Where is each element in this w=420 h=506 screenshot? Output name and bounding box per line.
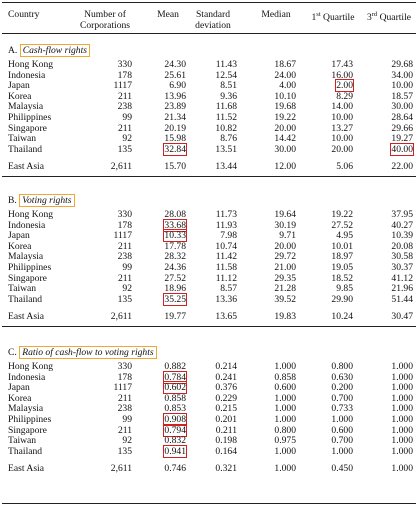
cell-third-quartile: [373, 145, 413, 156]
table-row: [0, 124, 420, 135]
cell-corporations: 92: [122, 435, 132, 447]
header-rule: [2, 33, 416, 34]
section-prefix: A.: [8, 45, 18, 56]
section-heading: [8, 44, 90, 57]
cell-std-deviation: 0.241: [215, 371, 237, 383]
cell-third-quartile: 1.000: [391, 392, 413, 404]
table-row: [0, 145, 420, 156]
cell-mean: 17.78: [164, 240, 186, 252]
cell-first-quartile: 9.85: [336, 283, 353, 295]
header-q3: 3rd Quartile: [366, 11, 412, 24]
cell-corporations: 92: [122, 133, 132, 145]
cell-corporations: 330: [117, 361, 132, 372]
header-number-line1: Number of: [84, 9, 126, 20]
cell-median: 9.71: [279, 230, 296, 242]
cell-median: 29.35: [274, 272, 296, 284]
table-row: [0, 60, 420, 71]
cell-median: 14.42: [274, 133, 296, 145]
table-row: [0, 71, 420, 82]
cell-median: 30.00: [274, 143, 296, 155]
cell-first-quartile: 4.95: [336, 230, 353, 242]
cell-corporations: 1117: [113, 80, 132, 92]
cell-median: 1.000: [274, 392, 296, 404]
cell-std-deviation: 12.54: [215, 69, 237, 81]
cell-mean: 0.746: [164, 463, 186, 475]
table-row: [0, 231, 420, 242]
cell-country: Malaysia: [8, 101, 44, 113]
table-row: [0, 447, 420, 458]
cell-third-quartile: 29.68: [391, 59, 413, 70]
cell-third-quartile: 41.12: [391, 272, 413, 284]
section-heading: [8, 194, 75, 207]
cell-third-quartile: 20.08: [391, 240, 413, 252]
cell-third-quartile: 30.37: [391, 262, 413, 273]
cell-corporations: 2,611: [110, 161, 132, 173]
cell-country: Thailand: [8, 143, 43, 155]
cell-country: Hong Kong: [8, 209, 54, 220]
cell-std-deviation: 11.68: [215, 101, 237, 113]
cell-corporations: 211: [117, 272, 132, 284]
cell-median: 4.00: [279, 80, 296, 92]
cell-first-quartile: 0.700: [331, 435, 353, 447]
cell-std-deviation: 8.51: [220, 80, 237, 92]
highlighted-value: 2.00: [336, 80, 353, 92]
cell-median: 24.00: [274, 69, 296, 81]
cell-corporations: 135: [117, 445, 132, 457]
cell-third-quartile: 19.27: [391, 133, 413, 145]
cell-mean: 15.98: [164, 133, 186, 145]
table-row: [0, 221, 420, 232]
cell-std-deviation: 0.198: [215, 435, 237, 447]
cell-third-quartile: 1.000: [391, 371, 413, 383]
cell-median: 12.00: [274, 161, 296, 173]
header-number-line2: Corporations: [79, 20, 131, 31]
section-heading: [8, 346, 157, 359]
cell-first-quartile: 14.00: [331, 101, 353, 113]
cell-median: 29.72: [274, 251, 296, 263]
cell-median: 18.67: [274, 59, 296, 70]
cell-std-deviation: 11.42: [215, 251, 237, 263]
cell-first-quartile: 0.600: [331, 424, 353, 436]
table-row: [0, 373, 420, 384]
table-row: [0, 436, 420, 447]
cell-first-quartile: 19.05: [331, 262, 353, 273]
cell-corporations: 99: [122, 112, 132, 123]
cell-std-deviation: 11.12: [215, 272, 237, 284]
cell-std-deviation: 10.82: [215, 122, 237, 134]
cell-first-quartile: 0.800: [331, 361, 353, 372]
summary-row: [0, 464, 420, 475]
cell-median: 30.19: [274, 219, 296, 231]
table-row: [0, 263, 420, 274]
cell-corporations: 1117: [113, 230, 132, 242]
cell-mean: 27.52: [164, 272, 186, 284]
cell-mean: 19.77: [164, 311, 186, 323]
cell-std-deviation: 0.376: [215, 382, 237, 394]
cell-corporations: 2,611: [110, 463, 132, 475]
highlighted-value: 40.00: [391, 143, 413, 155]
cell-corporations: 211: [117, 90, 132, 102]
cell-median: 21.28: [274, 283, 296, 295]
cell-corporations: 238: [117, 403, 132, 415]
table-row: [0, 92, 420, 103]
cell-country: Philippines: [8, 262, 52, 273]
table-row: [0, 404, 420, 415]
highlighted-value: 10.33: [164, 230, 186, 242]
cell-corporations: 211: [117, 122, 132, 134]
cell-third-quartile: 1.000: [391, 403, 413, 415]
cell-third-quartile: 28.64: [391, 112, 413, 123]
cell-median: 39.52: [274, 293, 296, 305]
cell-mean: 28.08: [164, 209, 186, 220]
cell-median: 1.000: [274, 463, 296, 475]
cell-mean: 18.96: [164, 283, 186, 295]
cell-third-quartile: 18.57: [391, 90, 413, 102]
cell-std-deviation: 13.36: [215, 293, 237, 305]
cell-country: Malaysia: [8, 403, 44, 415]
section-title: Ratio of cash-flow to voting rights: [19, 346, 156, 359]
cell-first-quartile: 0.630: [331, 371, 353, 383]
cell-country: East Asia: [8, 463, 44, 475]
cell-median: 0.600: [274, 382, 296, 394]
cell-corporations: 135: [117, 143, 132, 155]
cell-country: Indonesia: [8, 69, 46, 81]
cell-std-deviation: 0.214: [215, 361, 237, 372]
cell-std-deviation: 13.44: [215, 161, 237, 173]
table-row: [0, 102, 420, 113]
table-row: [0, 134, 420, 145]
cell-std-deviation: 0.215: [215, 403, 237, 415]
highlighted-value: 35.25: [164, 293, 186, 305]
cell-mean: 0.858: [164, 392, 186, 404]
cell-third-quartile: 29.66: [391, 122, 413, 134]
cell-country: Japan: [8, 382, 30, 394]
header-sd-line2: deviation: [195, 20, 231, 31]
cell-median: 19.22: [274, 112, 296, 123]
cell-corporations: 178: [117, 371, 132, 383]
cell-country: Japan: [8, 80, 30, 92]
cell-std-deviation: 11.58: [215, 262, 237, 273]
cell-first-quartile: 10.24: [331, 311, 353, 323]
cell-corporations: 92: [122, 283, 132, 295]
cell-third-quartile: 1.000: [391, 463, 413, 475]
cell-country: Singapore: [8, 122, 47, 134]
cell-third-quartile: 1.000: [391, 382, 413, 394]
cell-country: Taiwan: [8, 283, 37, 295]
cell-std-deviation: 13.51: [215, 143, 237, 155]
cell-first-quartile: 18.52: [331, 272, 353, 284]
highlighted-value: 0.784: [164, 371, 186, 383]
cell-median: 0.975: [274, 435, 296, 447]
cell-mean: 20.19: [164, 122, 186, 134]
cell-corporations: 330: [117, 59, 132, 70]
cell-median: 19.64: [274, 209, 296, 220]
section-divider: [2, 326, 416, 327]
cell-third-quartile: 10.39: [391, 230, 413, 242]
cell-corporations: 99: [122, 262, 132, 273]
table-row: [0, 210, 420, 221]
cell-corporations: 238: [117, 101, 132, 113]
cell-std-deviation: 0.211: [215, 424, 237, 436]
cell-first-quartile: 16.00: [331, 69, 353, 81]
cell-first-quartile: 0.733: [331, 403, 353, 415]
cell-third-quartile: 10.00: [391, 80, 413, 92]
cell-country: Taiwan: [8, 133, 37, 145]
cell-first-quartile: 27.52: [331, 219, 353, 231]
cell-std-deviation: 11.73: [215, 209, 237, 220]
cell-first-quartile: 10.00: [331, 133, 353, 145]
cell-third-quartile: 51.44: [391, 293, 413, 305]
cell-third-quartile: 30.47: [391, 311, 413, 323]
cell-country: Korea: [8, 240, 32, 252]
cell-median: 1.000: [274, 403, 296, 415]
cell-std-deviation: 10.74: [215, 240, 237, 252]
table-row: [0, 295, 420, 306]
table-row: [0, 81, 420, 92]
cell-country: Singapore: [8, 424, 47, 436]
cell-std-deviation: 11.43: [215, 59, 237, 70]
cell-country: Indonesia: [8, 371, 46, 383]
cell-median: 21.00: [274, 262, 296, 273]
table-row: [0, 362, 420, 373]
cell-country: Hong Kong: [8, 361, 54, 372]
cell-third-quartile: 30.58: [391, 251, 413, 263]
cell-mean: 13.96: [164, 90, 186, 102]
cell-third-quartile: 1.000: [391, 361, 413, 372]
cell-mean: [150, 415, 186, 426]
cell-third-quartile: 30.00: [391, 101, 413, 113]
cell-corporations: 330: [117, 209, 132, 220]
cell-mean: 24.30: [164, 59, 186, 70]
header-median: Median: [261, 9, 291, 20]
cell-std-deviation: 0.201: [215, 414, 237, 425]
header-country: Country: [8, 9, 40, 20]
highlighted-value: 32.84: [164, 143, 186, 155]
cell-country: Japan: [8, 230, 30, 242]
cell-std-deviation: 0.229: [215, 392, 237, 404]
header-mean: Mean: [157, 9, 179, 20]
cell-first-quartile: 1.000: [331, 414, 353, 425]
cell-median: 1.000: [274, 445, 296, 457]
cell-first-quartile: 17.43: [331, 59, 353, 70]
cell-first-quartile: 8.29: [336, 90, 353, 102]
cell-corporations: 211: [117, 240, 132, 252]
header-q1: 1st Quartile: [311, 11, 355, 24]
table-row: [0, 394, 420, 405]
cell-std-deviation: 11.93: [215, 219, 237, 231]
top-rule: [2, 2, 416, 3]
cell-country: Thailand: [8, 445, 43, 457]
table-row: [0, 426, 420, 437]
cell-country: Philippines: [8, 414, 52, 425]
cell-std-deviation: 0.164: [215, 445, 237, 457]
cell-mean: 25.61: [164, 69, 186, 81]
cell-first-quartile: 13.27: [331, 122, 353, 134]
cell-median: 10.10: [274, 90, 296, 102]
cell-corporations: 99: [122, 414, 132, 425]
cell-corporations: 238: [117, 251, 132, 263]
highlighted-value: 0.602: [164, 382, 186, 394]
section-prefix: C.: [8, 347, 17, 358]
cell-first-quartile: 20.00: [331, 143, 353, 155]
cell-median: 0.800: [274, 424, 296, 436]
cell-median: 20.00: [274, 240, 296, 252]
section-divider: [2, 176, 416, 177]
cell-mean: 0.832: [164, 435, 186, 447]
cell-third-quartile: 34.00: [391, 69, 413, 81]
cell-country: Indonesia: [8, 219, 46, 231]
section-title: Voting rights: [19, 194, 74, 207]
cell-first-quartile: 0.450: [331, 463, 353, 475]
cell-mean: 0.882: [164, 361, 186, 372]
cell-country: Malaysia: [8, 251, 44, 263]
cell-first-quartile: 0.200: [331, 382, 353, 394]
cell-corporations: 178: [117, 69, 132, 81]
cell-country: Thailand: [8, 293, 43, 305]
cell-mean: 6.90: [169, 80, 186, 92]
cell-third-quartile: 1.000: [391, 445, 413, 457]
highlighted-value: 0.794: [164, 424, 186, 436]
bottom-rule: [2, 503, 416, 504]
cell-country: Korea: [8, 392, 32, 404]
cell-first-quartile: 29.90: [331, 293, 353, 305]
cell-mean: [150, 295, 186, 306]
summary-row: [0, 312, 420, 323]
cell-mean: 23.89: [164, 101, 186, 113]
cell-country: East Asia: [8, 161, 44, 173]
cell-country: Singapore: [8, 272, 47, 284]
cell-std-deviation: 0.321: [215, 463, 237, 475]
cell-mean: [150, 145, 186, 156]
cell-third-quartile: 22.00: [391, 161, 413, 173]
cell-first-quartile: 10.00: [331, 112, 353, 123]
cell-median: 19.83: [274, 311, 296, 323]
cell-mean: 28.32: [164, 251, 186, 263]
cell-median: 0.858: [274, 371, 296, 383]
cell-corporations: 1117: [113, 382, 132, 394]
table-row: [0, 242, 420, 253]
cell-median: 1.000: [274, 361, 296, 372]
cell-third-quartile: 1.000: [391, 435, 413, 447]
cell-first-quartile: 10.01: [331, 240, 353, 252]
cell-country: Taiwan: [8, 435, 37, 447]
cell-third-quartile: 1.000: [391, 424, 413, 436]
cell-country: Philippines: [8, 112, 52, 123]
cell-std-deviation: 7.98: [220, 230, 237, 242]
cell-country: Korea: [8, 90, 32, 102]
highlighted-value: 0.941: [164, 445, 186, 457]
table-row: [0, 383, 420, 394]
cell-std-deviation: 8.57: [220, 283, 237, 295]
highlighted-value: 0.908: [164, 414, 186, 425]
cell-std-deviation: 9.36: [220, 90, 237, 102]
section-title: Cash-flow rights: [20, 44, 90, 57]
cell-first-quartile: 18.97: [331, 251, 353, 263]
table-row: [0, 252, 420, 263]
table-row: [0, 284, 420, 295]
cell-mean: 0.853: [164, 403, 186, 415]
header-sd-line1: Standard: [195, 9, 231, 20]
table-row: [0, 113, 420, 124]
table-row: [0, 415, 420, 426]
cell-corporations: 2,611: [110, 311, 132, 323]
cell-std-deviation: 11.52: [215, 112, 237, 123]
section-prefix: B.: [8, 195, 17, 206]
cell-first-quartile: 5.06: [336, 161, 353, 173]
cell-mean: [150, 447, 186, 458]
cell-third-quartile: 21.96: [391, 283, 413, 295]
cell-median: 19.68: [274, 101, 296, 113]
cell-first-quartile: 0.700: [331, 392, 353, 404]
cell-corporations: 178: [117, 219, 132, 231]
highlighted-value: 33.68: [164, 219, 186, 231]
cell-std-deviation: 13.65: [215, 311, 237, 323]
cell-std-deviation: 8.76: [220, 133, 237, 145]
table-row: [0, 274, 420, 285]
cell-country: Hong Kong: [8, 59, 54, 70]
cell-corporations: 211: [117, 424, 132, 436]
cell-third-quartile: 1.000: [391, 414, 413, 425]
cell-third-quartile: 37.95: [391, 209, 413, 220]
cell-first-quartile: 19.22: [331, 209, 353, 220]
cell-corporations: 135: [117, 293, 132, 305]
cell-corporations: 211: [117, 392, 132, 404]
summary-row: [0, 162, 420, 173]
cell-third-quartile: 40.27: [391, 219, 413, 231]
cell-median: 1.000: [274, 414, 296, 425]
cell-first-quartile: 1.000: [331, 445, 353, 457]
cell-median: 20.00: [274, 122, 296, 134]
cell-mean: 21.34: [164, 112, 186, 123]
cell-mean: 15.70: [164, 161, 186, 173]
cell-country: East Asia: [8, 311, 44, 323]
cell-mean: 24.36: [164, 262, 186, 273]
